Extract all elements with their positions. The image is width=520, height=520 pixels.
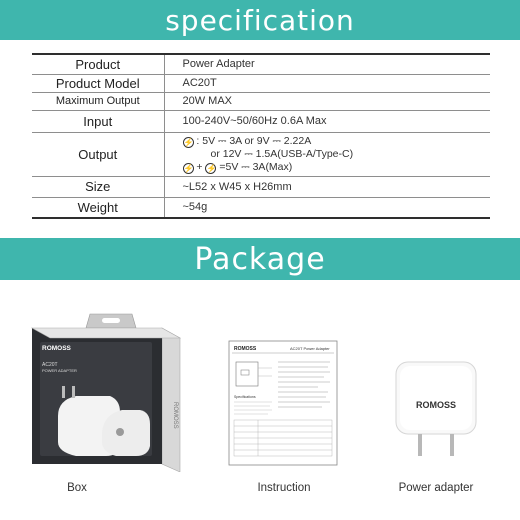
spec-value-output [164, 132, 490, 176]
spec-row-model [32, 74, 490, 92]
spec-row-input [32, 110, 490, 132]
spec-table [32, 53, 490, 219]
spec-label: Size [32, 176, 164, 197]
spec-label: Weight [32, 197, 164, 218]
caption-power-adapter: Power adapter [398, 482, 474, 494]
fast-charge-icon: ⚡ [183, 137, 194, 147]
output-line-1: ⚡ : 5V ⎓ 3A or 9V ⎓ 2.22A [183, 134, 312, 147]
package-banner [0, 238, 520, 280]
manual-brand: ROMOSS [234, 346, 257, 352]
spec-label: Product Model [32, 74, 164, 92]
spec-label: Input [32, 110, 164, 132]
spec-row-max-output [32, 92, 490, 110]
spec-label: Output [32, 132, 164, 176]
spec-row-weight [32, 197, 490, 218]
spec-row-size [32, 176, 490, 197]
spec-value: AC20T [164, 74, 490, 92]
instruction-image [228, 340, 338, 466]
manual-section: Specifications [234, 395, 256, 399]
caption-instruction: Instruction [257, 482, 311, 494]
specification-banner [0, 0, 520, 40]
box-model: AC20T [42, 362, 58, 368]
box-type: POWER ADAPTER [42, 368, 77, 373]
box-image [28, 312, 186, 472]
output-line-3: ⚡ + ⚡ =5V ⎓ 3A(Max) [183, 160, 293, 173]
spec-row-product [32, 54, 490, 74]
specification-title: specification [165, 3, 355, 37]
fast-charge-icon: ⚡ [183, 163, 194, 173]
spec-value: 100-240V~50/60Hz 0.6A Max [164, 110, 490, 132]
fast-charge-icon: ⚡ [206, 163, 217, 173]
spec-value: ~L52 x W45 x H26mm [164, 176, 490, 197]
output-line-2: or 12V ⎓ 1.5A(USB-A/Type-C) [210, 147, 354, 160]
box-spine-brand: ROMOSS [172, 402, 178, 429]
manual-title: AC20T Power Adapter [290, 346, 330, 351]
spec-value: 20W MAX [164, 92, 490, 110]
adapter-image [394, 360, 478, 462]
spec-label: Product [32, 54, 164, 74]
caption-box: Box [67, 482, 87, 494]
spec-label: Maximum Output [32, 92, 164, 110]
spec-value: Power Adapter [164, 54, 490, 74]
adapter-brand: ROMOSS [415, 400, 457, 410]
spec-row-output [32, 132, 490, 176]
spec-value: ~54g [164, 197, 490, 218]
box-brand: ROMOSS [42, 345, 71, 352]
package-title: Package [194, 241, 326, 277]
